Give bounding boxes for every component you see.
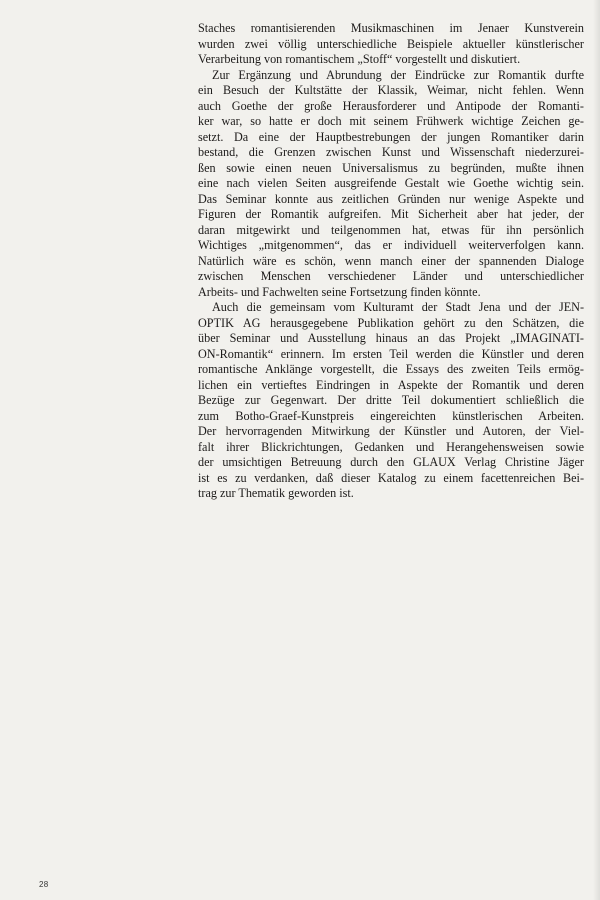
text-line: daran mitgewirkt und teilgenommen hat, etwas für ihn persönlich bbox=[198, 222, 584, 237]
text-line: Auch die gemeinsam vom Kulturamt der Stadt Jena und der JEN- bbox=[212, 300, 584, 314]
text-line: eine nach vielen Seiten ausgreifende Gestalt wie Goethe wichtig sein. bbox=[198, 176, 584, 190]
text-line: Arbeits- und Fachwelten seine Fortsetzung finden könnte. bbox=[198, 284, 481, 299]
text-line: Staches romantisierenden Musikmaschinen im Jenaer Kunstverein bbox=[198, 21, 584, 35]
text-line: Figuren der Romantik aufgreifen. Mit Sicherheit aber hat jeder, der bbox=[198, 207, 584, 221]
text-line: ein Besuch der Kultstätte der Klassik, Weimar, nicht fehlen. Wenn bbox=[198, 83, 584, 97]
text-line: setzt. Da eine der Hauptbestrebungen der jungen Romantiker darin bbox=[198, 129, 584, 144]
text-line: ßen sowie einen neuen Universalismus zu begründen, mußte ihnen bbox=[198, 160, 584, 175]
text-line: der umsichtigen Betreuung durch den GLAUX Verlag Christine Jäger bbox=[198, 455, 584, 469]
text-line: Zur Ergänzung und Abrundung der Eindrücke zur Romantik durfte bbox=[212, 67, 584, 82]
text-line: trag zur Thematik geworden ist. bbox=[198, 486, 354, 500]
text-line: ist es zu verdanken, daß dieser Katalog zu einem facettenreichen Bei- bbox=[198, 470, 584, 485]
page-edge-shadow bbox=[593, 0, 600, 900]
text-line: bestand, die Grenzen zwischen Kunst und Wissenschaft niederzurei- bbox=[198, 145, 584, 159]
text-line: wurden zwei völlig unterschiedliche Beispiele aktueller künstlerischer bbox=[198, 36, 584, 51]
text-line: Wichtiges „mitgenommen“, das er individuell weiterverfolgen kann. bbox=[198, 238, 584, 252]
text-line: Bezüge zur Gegenwart. Der dritte Teil dokumentiert schließlich die bbox=[198, 393, 584, 407]
text-line: ON-Romantik“ erinnern. Im ersten Teil werden die Künstler und deren bbox=[198, 346, 584, 361]
text-line: falt ihrer Blickrichtungen, Gedanken und Herangehensweisen sowie bbox=[198, 439, 584, 454]
text-line: zum Botho-Graef-Kunstpreis eingereichten künstlerischen Arbeiten. bbox=[198, 408, 584, 423]
text-line: ker war, so hatte er doch mit seinem Frühwerk wichtige Zeichen ge- bbox=[198, 114, 584, 128]
text-line: lichen ein vertieftes Eindringen in Aspekte der Romantik und deren bbox=[198, 377, 584, 392]
text-line: auch Goethe der große Herausforderer und Antipode der Romanti- bbox=[198, 98, 584, 113]
text-line: Der hervorragenden Mitwirkung der Künstler und Autoren, der Viel- bbox=[198, 424, 584, 438]
body-text bbox=[198, 21, 584, 502]
text-line: Verarbeitung von romantischem „Stoff“ vorgestellt und diskutiert. bbox=[198, 52, 521, 66]
text-line: Das Seminar konnte aus zeitlichen Gründen nur wenige Aspekte und bbox=[198, 191, 584, 206]
text-line: Natürlich wäre es schön, wenn manch einer der spannenden Dialoge bbox=[198, 253, 584, 268]
page-number: 28 bbox=[39, 880, 49, 889]
text-line: zwischen Menschen verschiedener Länder und unterschiedlicher bbox=[198, 269, 584, 283]
text-line: OPTIK AG herausgegebene Publikation gehört zu den Schätzen, die bbox=[198, 315, 584, 330]
text-line: über Seminar und Ausstellung hinaus an das Projekt „IMAGINATI- bbox=[198, 331, 584, 345]
text-line: romantische Anklänge vorgestellt, die Essays des zweiten Teils ermög- bbox=[198, 362, 584, 376]
